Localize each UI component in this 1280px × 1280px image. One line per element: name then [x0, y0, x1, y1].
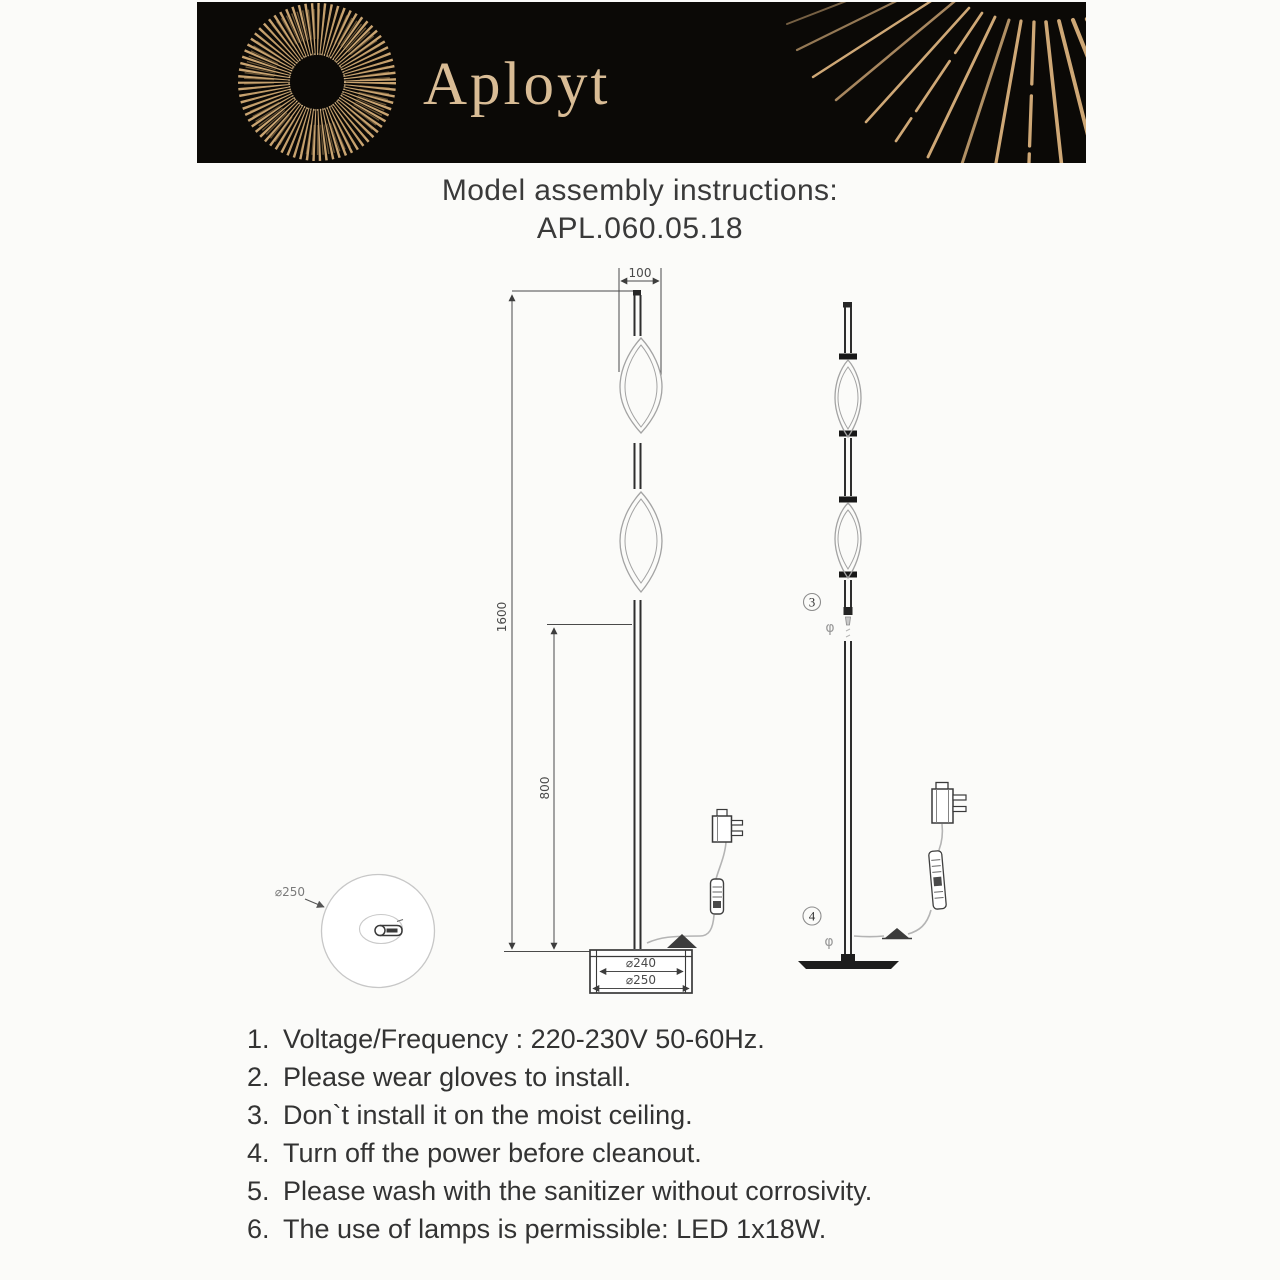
side-connector-bands: [839, 354, 857, 578]
callout-3-label: 3: [808, 594, 816, 610]
instruction-number: 3.: [247, 1100, 270, 1130]
front-leaf-shade-upper: [620, 338, 662, 433]
side-joint-connector: [844, 607, 853, 637]
front-leaf-shade-lower: [620, 492, 662, 592]
front-dim-height-total: [504, 291, 633, 952]
front-dim-base-outer-label: ⌀250: [625, 973, 657, 987]
front-inline-switch: [711, 879, 724, 914]
instruction-item-2: [247, 1064, 1107, 1091]
screw-symbol-4-icon: φ: [824, 934, 834, 950]
front-dim-height-lower: [547, 625, 632, 950]
instructions-list: [247, 1026, 1107, 1254]
instruction-text: Please wear gloves to install.: [283, 1062, 632, 1092]
front-plug: [713, 810, 743, 843]
side-leaf-shade-lower: [835, 503, 861, 578]
side-inline-connector: [928, 851, 946, 910]
side-power-cord: [854, 824, 942, 937]
front-lamp-pole: [633, 290, 641, 949]
front-dim-height-total-label: 1600: [495, 601, 509, 633]
instruction-text: Please wash with the sanitizer without corrosivity.: [283, 1176, 873, 1206]
instruction-item-1: [247, 1026, 1107, 1053]
top-view-diameter-label: ⌀250: [274, 885, 306, 899]
instruction-number: 4.: [247, 1138, 270, 1168]
side-foot-switch: [882, 928, 912, 939]
callout-4-label: 4: [808, 908, 816, 924]
front-view: [495, 266, 743, 993]
instruction-text: The use of lamps is permissible: LED 1x18W.: [283, 1214, 827, 1244]
instruction-text: Don`t install it on the moist ceiling.: [283, 1100, 693, 1130]
front-dim-width-label: 100: [628, 266, 652, 280]
side-leaf-shade-upper: [835, 360, 861, 437]
top-view-base-circle: [322, 875, 435, 988]
instruction-number: 5.: [247, 1176, 270, 1206]
side-power-adapter: [932, 783, 966, 824]
side-lamp-pole: [843, 302, 852, 956]
model-number: APL.060.05.18: [536, 212, 744, 245]
instruction-number: 1.: [247, 1024, 270, 1054]
top-view-diameter-arrow: [305, 899, 324, 907]
screw-symbol-3-icon: φ: [825, 620, 835, 636]
instruction-number: 6.: [247, 1214, 270, 1244]
instruction-item-4: [247, 1140, 1107, 1167]
front-dim-height-lower-label: 800: [538, 776, 552, 800]
top-view: [275, 875, 435, 988]
page-title: Model assembly instructions:: [441, 174, 839, 207]
instruction-item-6: [247, 1216, 1107, 1243]
instruction-text: Turn off the power before cleanout.: [283, 1138, 702, 1168]
instruction-item-3: [247, 1102, 1107, 1129]
front-dim-base-inner-label: ⌀240: [625, 956, 657, 970]
instruction-number: 2.: [247, 1062, 270, 1092]
side-view: [798, 302, 966, 969]
side-base: [798, 954, 899, 969]
brand-wordmark: Aployt: [423, 51, 611, 118]
instruction-item-5: [247, 1178, 1107, 1205]
instruction-text: Voltage/Frequency : 220-230V 50-60Hz.: [283, 1024, 765, 1054]
